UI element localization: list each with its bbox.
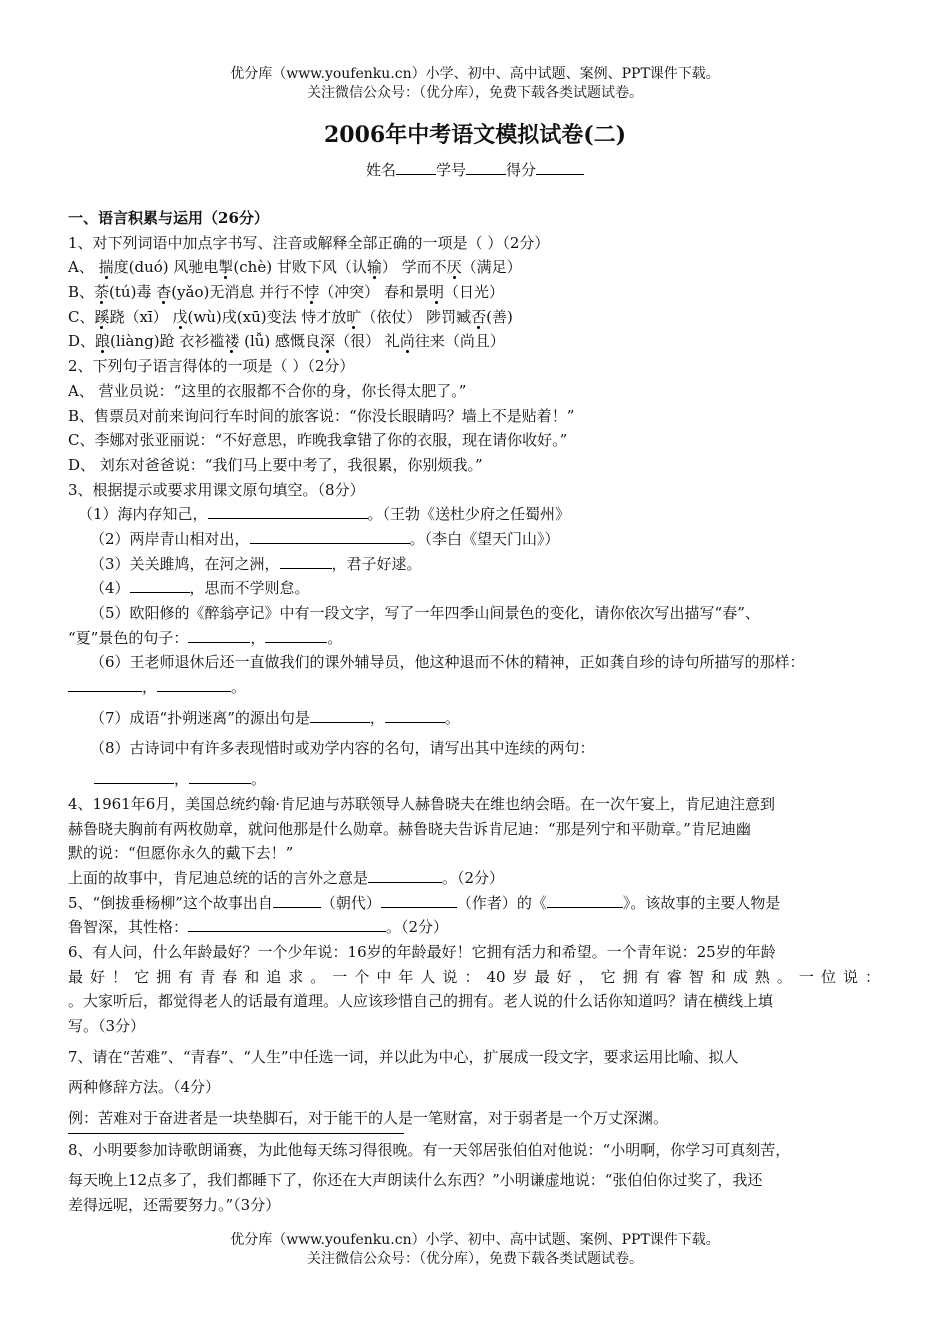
- dotted-char: 输: [366, 258, 382, 277]
- student-info: [0, 158, 950, 180]
- answer-blank[interactable]: [157, 675, 231, 692]
- item-text: 。: [327, 628, 343, 647]
- answer-blank[interactable]: [208, 502, 368, 519]
- option-text: (lǚ) 感慨良: [239, 332, 321, 351]
- q3-item-8-cont: [68, 767, 880, 792]
- option-text: 往来（尚且）: [414, 332, 505, 351]
- header-line-2: 关注微信公众号：（优分库），免费下载各类试题试卷。: [307, 85, 643, 101]
- answer-blank[interactable]: [310, 706, 370, 723]
- q8-line-3: 差得远呢，还需要努力。”（3分）: [68, 1196, 281, 1215]
- q3-item-1: [68, 502, 880, 527]
- q6-line-1: 6、有人问，什么年龄最好？一个少年说：16岁的年龄最好！它拥有活力和希望。一个青年说：25岁的年龄: [68, 942, 776, 961]
- footer-line-2: 关注微信公众号：（优分库），免费下载各类试题试卷。: [307, 1251, 643, 1267]
- q1-option-d: [68, 329, 880, 354]
- item-text: 。: [251, 770, 267, 789]
- footer-line-1: 优分库（www.youfenku.cn）小学、初中、高中试题、案例、PPT课件下载。: [230, 1232, 720, 1248]
- q2-stem: 2、下列句子语言得体的一项是（ ）（2分）: [68, 357, 355, 376]
- item-text: 。: [231, 678, 247, 697]
- option-text: (liàng)跄 衣衫褴: [110, 332, 225, 351]
- dotted-char: 否: [471, 307, 487, 326]
- q6-line-4: 写。（3分）: [68, 1017, 146, 1035]
- q3-item-7: [68, 706, 880, 731]
- q7-example: 例：苦难对于奋进者是一块垫脚石，对于能干的人是一笔财富，对于弱者是一个万丈深渊。: [68, 1109, 669, 1128]
- q2-option-b: B、售票员对前来询问行车时间的旅客说：“你没长眼睛吗？墙上不是贴着！”: [68, 406, 575, 425]
- option-text: 度(duó) 风驰电: [113, 258, 219, 277]
- answer-blank[interactable]: [130, 576, 190, 593]
- option-text: 跷（xī）: [109, 307, 173, 326]
- q2-option-d: D、 刘东对爸爸说：“我们马上要中考了，我很累，你别烦我。”: [68, 455, 483, 474]
- q6-line-3: 。大家听后，都觉得老人的话最有道理。人应该珍惜自己的拥有。老人说的什么话你知道吗？请在横线上填: [68, 992, 774, 1011]
- q3-stem: 3、根据提示或要求用课文原句填空。（8分）: [68, 480, 365, 499]
- item-text: ，思而不学则怠。: [189, 579, 310, 598]
- answer-blank[interactable]: [280, 552, 332, 569]
- dotted-char: 荼: [94, 283, 110, 302]
- item-text: 。: [444, 708, 460, 727]
- q2-option-a: A、 营业员说：“这里的衣服都不合你的身，你长得太肥了。”: [68, 381, 467, 400]
- dotted-char: 揣: [98, 258, 114, 277]
- dotted-char: 掣: [218, 258, 234, 277]
- q4-line-2: 赫鲁晓夫胸前有两枚勋章，就问他那是什么勋章。赫鲁晓夫告诉肯尼迪：“那是列宁和平勋章。”肯尼迪幽: [68, 819, 751, 838]
- score-label: 得分: [506, 161, 537, 179]
- q3-item-4: [68, 576, 880, 601]
- dotted-char: 尚: [399, 332, 415, 351]
- q2-option-c: C、李娜对张亚丽说：“不好意思，昨晚我拿错了你的衣服，现在请你收好。”: [68, 431, 568, 450]
- option-text: （很） 礼: [335, 332, 400, 351]
- q1-option-a: [68, 255, 880, 280]
- name-label: 姓名: [365, 161, 396, 179]
- item-text: 》。该故事的主要人物是: [622, 893, 781, 912]
- q5-line-2: [68, 915, 880, 940]
- item-text: （4）: [90, 579, 130, 598]
- answer-line[interactable]: [68, 1133, 404, 1134]
- option-text: （依仗） 陟罚臧: [361, 307, 472, 326]
- dotted-char: 杳: [156, 283, 172, 302]
- q8-line-1: 8、小明要参加诗歌朗诵赛，为此他每天练习得很晚。有一天邻居张伯伯对他说：“小明啊，你学习可真刻苦，: [68, 1140, 791, 1159]
- option-text: (wù)戌(xū)变法 恃才放: [187, 307, 347, 326]
- item-text: 。（李白《望天门山》）: [409, 529, 560, 548]
- answer-blank[interactable]: [368, 866, 442, 883]
- q3-item-5: （5）欧阳修的《醉翁亭记》中有一段文字，写了一年四季山间景色的变化，请你依次写出描写“春”、: [90, 604, 760, 622]
- option-label: B、: [68, 283, 95, 302]
- dotted-char: 明: [428, 283, 444, 302]
- dotted-char: 厌: [446, 258, 462, 277]
- q4-line-4: [68, 866, 880, 891]
- option-label: C、: [68, 307, 95, 326]
- answer-blank[interactable]: [68, 675, 142, 692]
- item-text: （作者）的《: [456, 893, 547, 912]
- q3-item-8: （8）古诗词中有许多表现惜时或劝学内容的名句，请写出其中连续的两句：: [90, 739, 595, 758]
- q3-item-6: （6）王老师退休后还一直做我们的课外辅导员，他这种退而不休的精神，正如龚自珍的诗句所描写的那样：: [90, 653, 805, 672]
- item-text: ，: [142, 678, 158, 697]
- item-text: 鲁智深，其性格：: [68, 918, 189, 937]
- option-text: （冲突） 春和景: [319, 283, 429, 302]
- option-text: （满足）: [461, 258, 522, 277]
- option-text: （日光）: [443, 283, 504, 302]
- item-text: （2）两岸青山相对出，: [90, 529, 250, 548]
- item-text: 上面的故事中，肯尼迪总统的话的言外之意是: [68, 868, 369, 887]
- item-text: ，: [174, 770, 190, 789]
- answer-blank[interactable]: [188, 915, 386, 932]
- answer-blank[interactable]: [547, 891, 623, 908]
- q4-line-1: 4、1961年6月，美国总统约翰·肯尼迪与苏联领导人赫鲁晓夫在维也纳会晤。在一次午宴上，肯尼迪注意到: [68, 794, 776, 813]
- item-text: ，君子好逑。: [331, 554, 422, 573]
- item-text: 。（2分）: [386, 918, 449, 937]
- answer-blank[interactable]: [189, 767, 251, 784]
- item-text: ，: [250, 628, 266, 647]
- option-text: (tú)毒: [109, 283, 157, 302]
- answer-blank[interactable]: [188, 626, 250, 643]
- q3-item-3: [68, 552, 880, 577]
- item-text: （7）成语“扑朔迷离”的源出句是: [90, 708, 310, 727]
- id-blank[interactable]: [466, 158, 506, 175]
- item-text: （1）海内存知己，: [78, 505, 208, 524]
- q3-item-5-cont: [68, 626, 880, 651]
- q7-line-1: 7、请在“苦难”、“青春”、“人生”中任选一词，并以此为中心，扩展成一段文字，要求运用比喻、拟人: [68, 1047, 739, 1066]
- answer-blank[interactable]: [273, 891, 321, 908]
- q8-line-2: 每天晚上12点多了，我们都睡下了，你还在大声朗读什么东西？”小明谦虚地说：“张伯伯你过奖了，我还: [68, 1171, 763, 1190]
- name-blank[interactable]: [396, 158, 436, 175]
- q4-line-3: 默的说：“但愿你永久的戴下去！”: [68, 844, 294, 863]
- exam-content: [68, 206, 880, 1218]
- score-blank[interactable]: [536, 158, 584, 175]
- answer-blank[interactable]: [385, 706, 445, 723]
- item-text: ，: [369, 708, 385, 727]
- answer-blank[interactable]: [381, 891, 457, 908]
- section-title: 一、语言积累与运用（26分）: [68, 209, 269, 227]
- dotted-char: 悖: [304, 283, 320, 302]
- dotted-char: 踉: [95, 332, 111, 351]
- page-title: 2006年中考语文模拟试卷(二): [323, 122, 627, 148]
- q1-option-c: [68, 305, 880, 330]
- q3-item-2: [68, 527, 880, 552]
- dotted-char: 蹊: [94, 307, 110, 326]
- q7-line-2: 两种修辞方法。（4分）: [68, 1078, 221, 1097]
- q3-item-6-cont: [68, 675, 880, 700]
- q1-option-b: [68, 280, 880, 305]
- header-line-1: 优分库（www.youfenku.cn）小学、初中、高中试题、案例、PPT课件下载。: [230, 66, 720, 82]
- id-label: 学号: [435, 161, 466, 179]
- item-text: （朝代）: [320, 893, 381, 912]
- answer-blank[interactable]: [265, 626, 327, 643]
- answer-blank[interactable]: [94, 767, 174, 784]
- option-label: D、: [68, 332, 96, 351]
- option-text: (chè) 甘败下风（认: [233, 258, 367, 277]
- item-text: 。（2分）: [442, 868, 505, 887]
- item-text: 5、“倒拔垂杨柳”这个故事出自: [68, 893, 273, 912]
- item-text: （3）关关雎鸠，在河之洲，: [90, 554, 280, 573]
- option-label: A、: [68, 258, 99, 277]
- dotted-char: 戊: [172, 307, 188, 326]
- q5-line-1: [68, 891, 880, 916]
- option-text: (yǎo)无消息 并行不: [171, 283, 305, 302]
- dotted-char: 深: [320, 332, 336, 351]
- item-text: “夏”景色的句子：: [68, 628, 189, 647]
- dotted-char: 褛: [224, 332, 240, 351]
- q6-line-2: 最好！它拥有青春和追求。一个中年人说：40岁最好，它拥有睿智和成熟。一位说：: [68, 967, 880, 986]
- dotted-char: 旷: [346, 307, 362, 326]
- option-text: ） 学而不: [381, 258, 447, 277]
- answer-blank[interactable]: [250, 527, 410, 544]
- q1-stem: 1、对下列词语中加点字书写、注音或解释全部正确的一项是（ ）（2分）: [68, 233, 550, 252]
- option-text: (善): [486, 307, 513, 326]
- item-text: 。（王勃《送杜少府之任蜀州》: [367, 505, 571, 524]
